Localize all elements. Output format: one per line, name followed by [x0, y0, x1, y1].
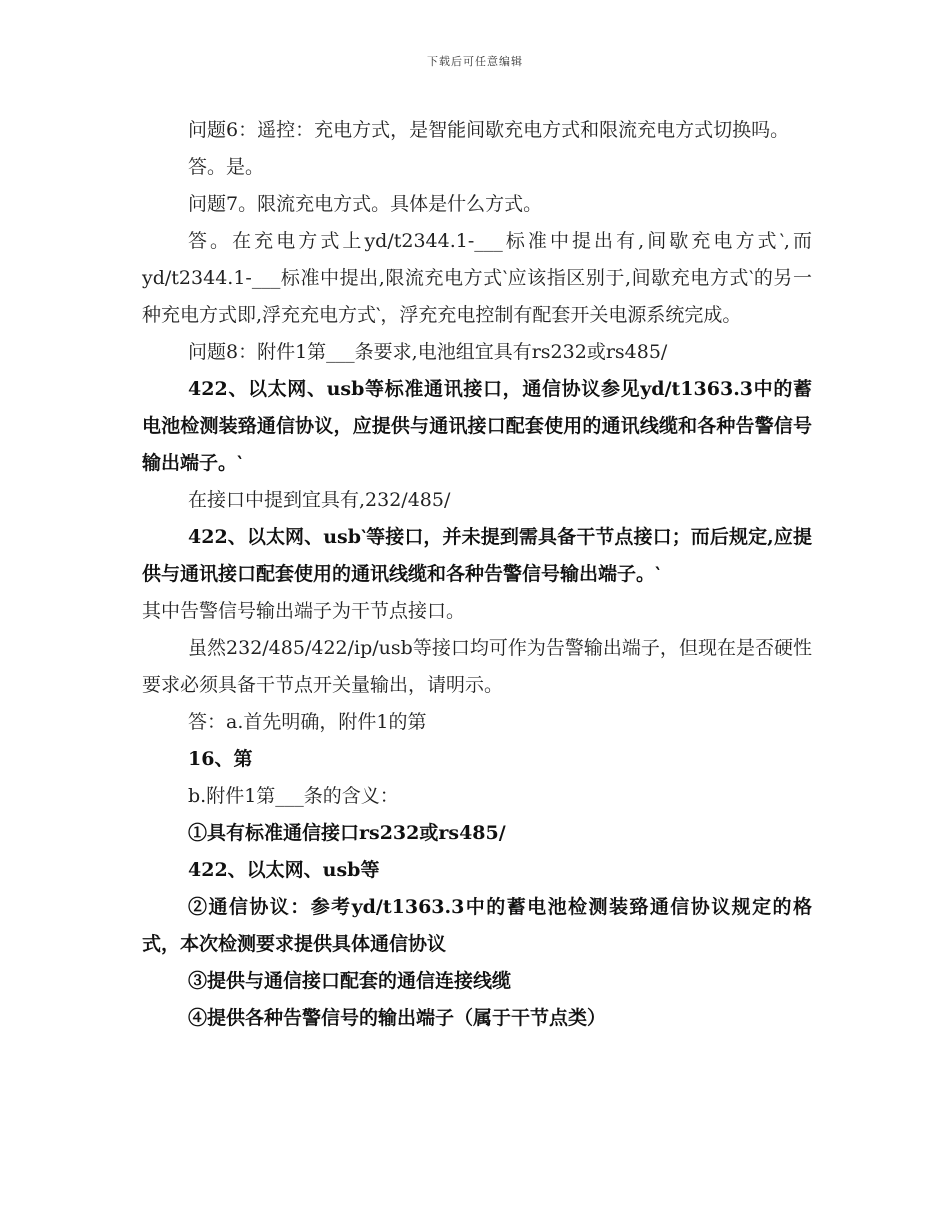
paragraph: 其中告警信号输出端子为干节点接口。: [142, 600, 466, 622]
page-header: 下载后可任意编辑: [427, 55, 523, 68]
paragraph: ①具有标准通信接口rs232或rs485/: [188, 822, 506, 844]
paragraph: 422、以太网、usb等标准通讯接口，通信协议参见yd/t1363.3中的蓄电池检测装臵通信协议，应提供与通讯接口配套使用的通讯线缆和各种告警信号输出端子。‵: [142, 378, 812, 474]
paragraph: 422、以太网、usb‵等接口，并未提到需具备干节点接口；而后规定,应提供与通讯接口配套使用的通讯线缆和各种告警信号输出端子。‵: [142, 526, 812, 585]
paragraph: 答。在充电方式上yd/t2344.1-___标准中提出有,间歇充电方式‵,而yd/t2344.1-___标准中提出,限流充电方式‵应该指区别于,间歇充电方式‵的另一种充电方式即,浮充充电方式‵，浮充充电控制有配套开关电源系统完成。: [142, 230, 812, 326]
paragraph: ④提供各种告警信号的输出端子（属于干节点类）: [188, 1007, 607, 1029]
paragraph: 问题6：遥控：充电方式，是智能间歇充电方式和限流充电方式切换吗。: [188, 119, 790, 141]
paragraph: 在接口中提到宜具有,232/485/: [188, 489, 451, 511]
paragraph: 答。是。: [188, 156, 265, 178]
paragraph: ③提供与通信接口配套的通信连接线缆: [188, 970, 512, 992]
paragraph: b.附件1第___条的含义：: [188, 785, 399, 807]
paragraph: ②通信协议：参考yd/t1363.3中的蓄电池检测装臵通信协议规定的格式，本次检测要求提供具体通信协议: [142, 896, 812, 955]
paragraph: 16、第: [188, 748, 253, 770]
paragraph: 422、以太网、usb等: [188, 859, 380, 881]
paragraph: 答：a.首先明确，附件1的第: [188, 711, 427, 733]
document-body: [142, 112, 812, 1037]
paragraph: 虽然232/485/422/ip/usb等接口均可作为告警输出端子，但现在是否硬性要求必须具备干节点开关量输出，请明示。: [142, 637, 812, 696]
paragraph: 问题7。限流充电方式。具体是什么方式。: [188, 193, 543, 215]
paragraph: 问题8：附件1第___条要求,电池组宜具有rs232或rs485/: [188, 341, 668, 363]
